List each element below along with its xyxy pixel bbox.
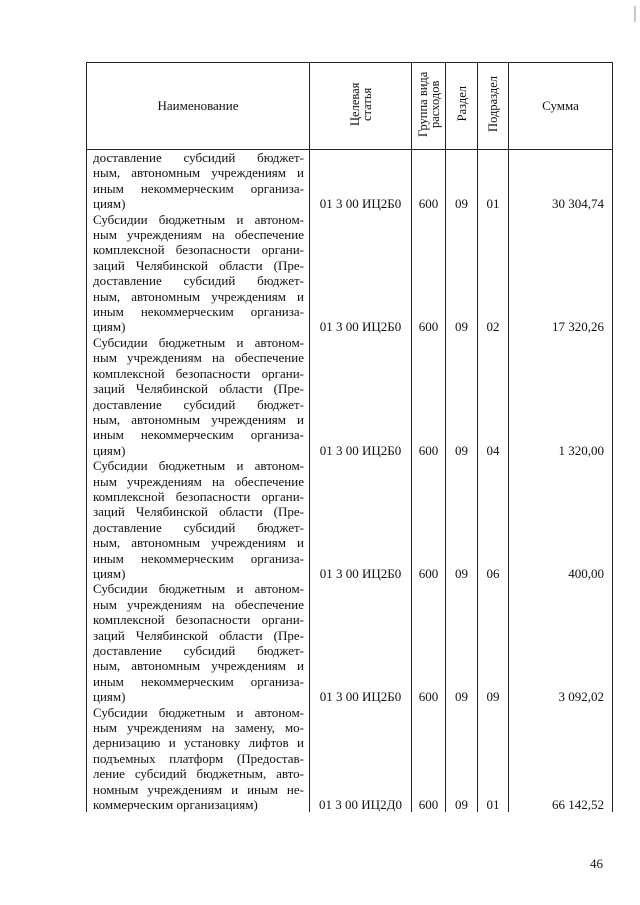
row-name-line: Субсидии бюджетным и автоном- xyxy=(93,581,304,597)
row-name-line: ным учреждениям на обеспечение xyxy=(93,473,304,489)
row-name-cell xyxy=(87,212,310,335)
row-name-cell xyxy=(87,705,310,813)
row-name-line: заций Челябинской области (Пре- xyxy=(93,257,304,273)
row-name-line: иным некоммерческим организа- xyxy=(93,673,304,689)
table-row xyxy=(87,705,613,813)
row-group-cell: 600 xyxy=(412,581,446,704)
row-name-line: комплексной безопасности органи- xyxy=(93,365,304,381)
row-name-line: циям) xyxy=(93,196,126,212)
row-name-line: заций Челябинской области (Пре- xyxy=(93,504,304,520)
row-name-line: иным некоммерческим организа- xyxy=(93,180,304,196)
row-name-cell xyxy=(87,458,310,581)
row-name-line: комплексной безопасности органи- xyxy=(93,488,304,504)
table-row xyxy=(87,212,613,335)
row-name-line: коммерческим организациям) xyxy=(93,797,258,813)
row-name-line: доставление субсидий бюджет- xyxy=(93,519,304,535)
row-group-cell: 600 xyxy=(412,705,446,813)
header-target xyxy=(310,63,412,150)
header-sum-label: Сумма xyxy=(542,98,579,113)
row-name-line: иным некоммерческим организа- xyxy=(93,550,304,566)
header-section-label: Раздел xyxy=(454,86,469,122)
table-body xyxy=(87,150,613,813)
header-section xyxy=(446,63,478,150)
row-section-cell: 09 xyxy=(446,212,478,335)
row-name-line: доставление субсидий бюджет- xyxy=(93,273,304,289)
row-name-line: подъемных платформ (Предостав- xyxy=(93,750,304,766)
row-name-line: циям) xyxy=(93,319,126,335)
row-target-cell: 01 3 00 ИЦ2Б0 xyxy=(310,212,412,335)
row-name-line: ным, автономным учреждениям и xyxy=(93,658,304,674)
row-name-line: ление субсидий бюджетным, авто- xyxy=(93,766,304,782)
header-sum xyxy=(509,63,613,150)
row-target-cell: 01 3 00 ИЦ2Б0 xyxy=(310,458,412,581)
row-name-line: иным некоммерческим организа- xyxy=(93,304,304,320)
row-target-cell: 01 3 00 ИЦ2Б0 xyxy=(310,150,412,212)
row-sum-cell: 66 142,52 xyxy=(509,705,613,813)
row-sum-cell: 400,00 xyxy=(509,458,613,581)
row-section-cell: 09 xyxy=(446,458,478,581)
header-subsection xyxy=(478,63,509,150)
row-name-line: циям) xyxy=(93,689,126,705)
row-name-line: заций Челябинской области (Пре- xyxy=(93,627,304,643)
row-group-cell: 600 xyxy=(412,458,446,581)
row-name-cell xyxy=(87,581,310,704)
row-sum-cell: 1 320,00 xyxy=(509,335,613,458)
row-name-line: ным учреждениям на замену, мо- xyxy=(93,720,304,736)
row-name-line: ным, автономным учреждениям и xyxy=(93,411,304,427)
page-number: 46 xyxy=(590,856,603,871)
row-name-line: ным, автономным учреждениям и xyxy=(93,165,304,181)
header-group-label: Группа вида расходов xyxy=(415,71,442,137)
page-edge-mark xyxy=(634,6,636,22)
row-name-line: комплексной безопасности органи- xyxy=(93,612,304,628)
row-section-cell: 09 xyxy=(446,581,478,704)
header-group xyxy=(412,63,446,150)
table-row xyxy=(87,458,613,581)
row-name-line: комплексной безопасности органи- xyxy=(93,242,304,258)
row-subsection-cell: 02 xyxy=(478,212,509,335)
row-target-cell: 01 3 00 ИЦ2Д0 xyxy=(310,705,412,813)
row-name-line: доставление субсидий бюджет- xyxy=(93,396,304,412)
row-name-line: иным некоммерческим организа- xyxy=(93,427,304,443)
row-name-line: циям) xyxy=(93,442,126,458)
row-section-cell: 09 xyxy=(446,150,478,212)
row-name-line: ным учреждениям на обеспечение xyxy=(93,227,304,243)
row-sum-cell: 17 320,26 xyxy=(509,212,613,335)
row-name-cell xyxy=(87,335,310,458)
header-name xyxy=(87,63,310,150)
row-group-cell: 600 xyxy=(412,335,446,458)
row-name-line: доставление субсидий бюджет- xyxy=(93,150,304,165)
row-subsection-cell: 06 xyxy=(478,458,509,581)
row-group-cell: 600 xyxy=(412,150,446,212)
row-name-cell xyxy=(87,150,310,212)
row-section-cell: 09 xyxy=(446,705,478,813)
row-subsection-cell: 04 xyxy=(478,335,509,458)
row-sum-cell: 3 092,02 xyxy=(509,581,613,704)
row-group-cell: 600 xyxy=(412,212,446,335)
row-name-line: ным учреждениям на обеспечение xyxy=(93,596,304,612)
header-name-label: Наименование xyxy=(157,98,239,113)
row-sum-cell: 30 304,74 xyxy=(509,150,613,212)
row-subsection-cell: 01 xyxy=(478,705,509,813)
table-header-row xyxy=(87,63,613,150)
row-name-line: циям) xyxy=(93,565,126,581)
table-row xyxy=(87,150,613,212)
table-row xyxy=(87,335,613,458)
row-name-line: дернизацию и установку лифтов и xyxy=(93,735,304,751)
row-subsection-cell: 09 xyxy=(478,581,509,704)
row-target-cell: 01 3 00 ИЦ2Б0 xyxy=(310,581,412,704)
header-subsection-label: Подраздел xyxy=(486,76,500,132)
budget-table xyxy=(86,62,613,812)
row-name-line: ным, автономным учреждениям и xyxy=(93,535,304,551)
row-name-line: ным, автономным учреждениям и xyxy=(93,288,304,304)
row-subsection-cell: 01 xyxy=(478,150,509,212)
row-name-line: Субсидии бюджетным и автоном- xyxy=(93,334,304,350)
row-name-line: Субсидии бюджетным и автоном- xyxy=(93,458,304,474)
row-name-line: номным учреждениям и иным не- xyxy=(93,781,304,797)
row-name-line: Субсидии бюджетным и автоном- xyxy=(93,211,304,227)
row-name-line: заций Челябинской области (Пре- xyxy=(93,381,304,397)
header-target-label: Целевая статья xyxy=(347,82,374,126)
row-name-line: Субсидии бюджетным и автоном- xyxy=(93,704,304,720)
row-name-line: доставление субсидий бюджет- xyxy=(93,643,304,658)
row-section-cell: 09 xyxy=(446,335,478,458)
row-target-cell: 01 3 00 ИЦ2Б0 xyxy=(310,335,412,458)
table-row xyxy=(87,581,613,704)
row-name-line: ным учреждениям на обеспечение xyxy=(93,350,304,366)
